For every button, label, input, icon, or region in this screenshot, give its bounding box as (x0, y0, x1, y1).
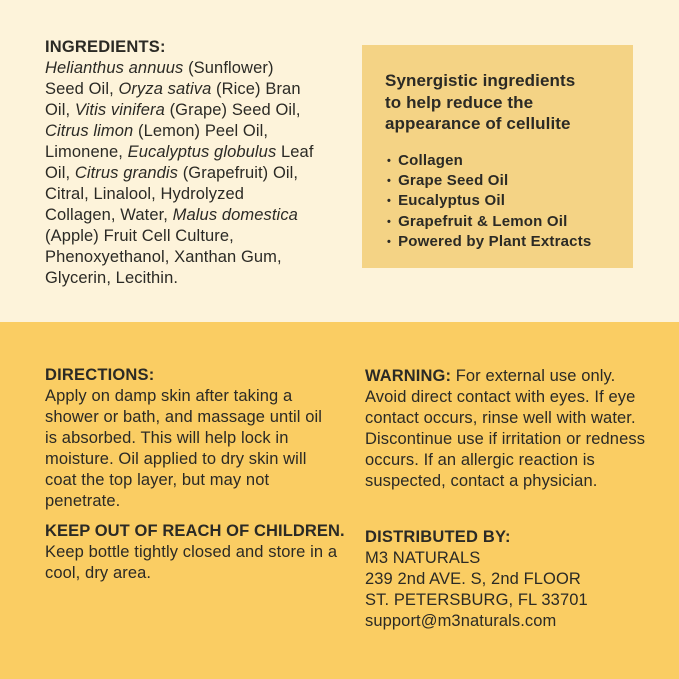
text-segment: For external use only. Avoid direct contact with eyes. If eye contact occurs, rinse well with water. Discontinue use if irritation or redness occurs. If an allergic reaction is suspected, contact a physician. (365, 367, 646, 490)
ingredients-block (45, 37, 317, 289)
benefit-item: • Eucalyptus Oil (387, 191, 613, 211)
directions-text: Apply on damp skin after taking a shower or bath, and massage until oil is absorbed. This will help lock in moisture. Oil applied to dry skin will coat the top layer, but may not penetrate. (45, 387, 323, 510)
directions-block (45, 365, 327, 512)
distributor-line: 239 2nd AVE. S, 2nd FLOOR (365, 570, 581, 588)
usage-section (0, 322, 679, 679)
distributor-heading: DISTRIBUTED BY: (365, 528, 511, 546)
text-segment: Citrus limon (45, 122, 134, 140)
warning-text (365, 366, 657, 492)
ingredients-heading: INGREDIENTS: (45, 38, 166, 56)
text-segment: (Grape) Seed Oil, (164, 101, 301, 119)
text-segment: Eucalyptus globulus (127, 143, 277, 161)
ingredients-section (0, 0, 679, 322)
benefit-item: • Collagen (387, 151, 613, 171)
text-segment: (Grapefruit) Oil, Citral, Linalool, Hydrolyzed Collagen, Water, (45, 164, 299, 224)
text-segment: (Lemon) Peel Oil, Limonene, (45, 122, 269, 161)
text-segment: Helianthus annuus (45, 59, 184, 77)
benefits-callout-box (362, 45, 633, 268)
text-segment: (Rice) Bran Oil, (45, 80, 301, 119)
distributor-line: ST. PETERSBURG, FL 33701 (365, 591, 588, 609)
text-segment: Vitis vinifera (74, 101, 165, 119)
text-segment: (Sunflower) Seed Oil, (45, 59, 274, 98)
distributor-lines (365, 548, 647, 632)
text-segment: (Apple) Fruit Cell Culture, Phenoxyethanol, Xanthan Gum, Glycerin, Lecithin. (45, 227, 282, 287)
text-segment: WARNING: (365, 367, 452, 385)
text-segment: Malus domestica (172, 206, 298, 224)
distributor-line: M3 NATURALS (365, 549, 481, 567)
benefit-item: • Grapefruit & Lemon Oil (387, 212, 613, 232)
text-segment: Oryza sativa (118, 80, 212, 98)
text-segment: Keep bottle tightly closed and store in a cool, dry area. (45, 543, 338, 582)
text-segment: KEEP OUT OF REACH OF CHILDREN. (45, 522, 345, 540)
benefit-item: • Grape Seed Oil (387, 171, 613, 191)
text-segment: Leaf Oil, (45, 143, 314, 182)
distributor-block (365, 527, 647, 632)
distributor-line: support@m3naturals.com (365, 612, 557, 630)
benefits-list (387, 151, 613, 253)
directions-heading: DIRECTIONS: (45, 366, 155, 384)
text-segment: Citrus grandis (74, 164, 179, 182)
keep-out-of-reach-text (45, 521, 347, 584)
benefits-heading: Synergistic ingredients to help reduce the appearance of cellulite (385, 71, 576, 133)
ingredients-text (45, 58, 317, 289)
benefit-item: • Powered by Plant Extracts (387, 232, 613, 252)
